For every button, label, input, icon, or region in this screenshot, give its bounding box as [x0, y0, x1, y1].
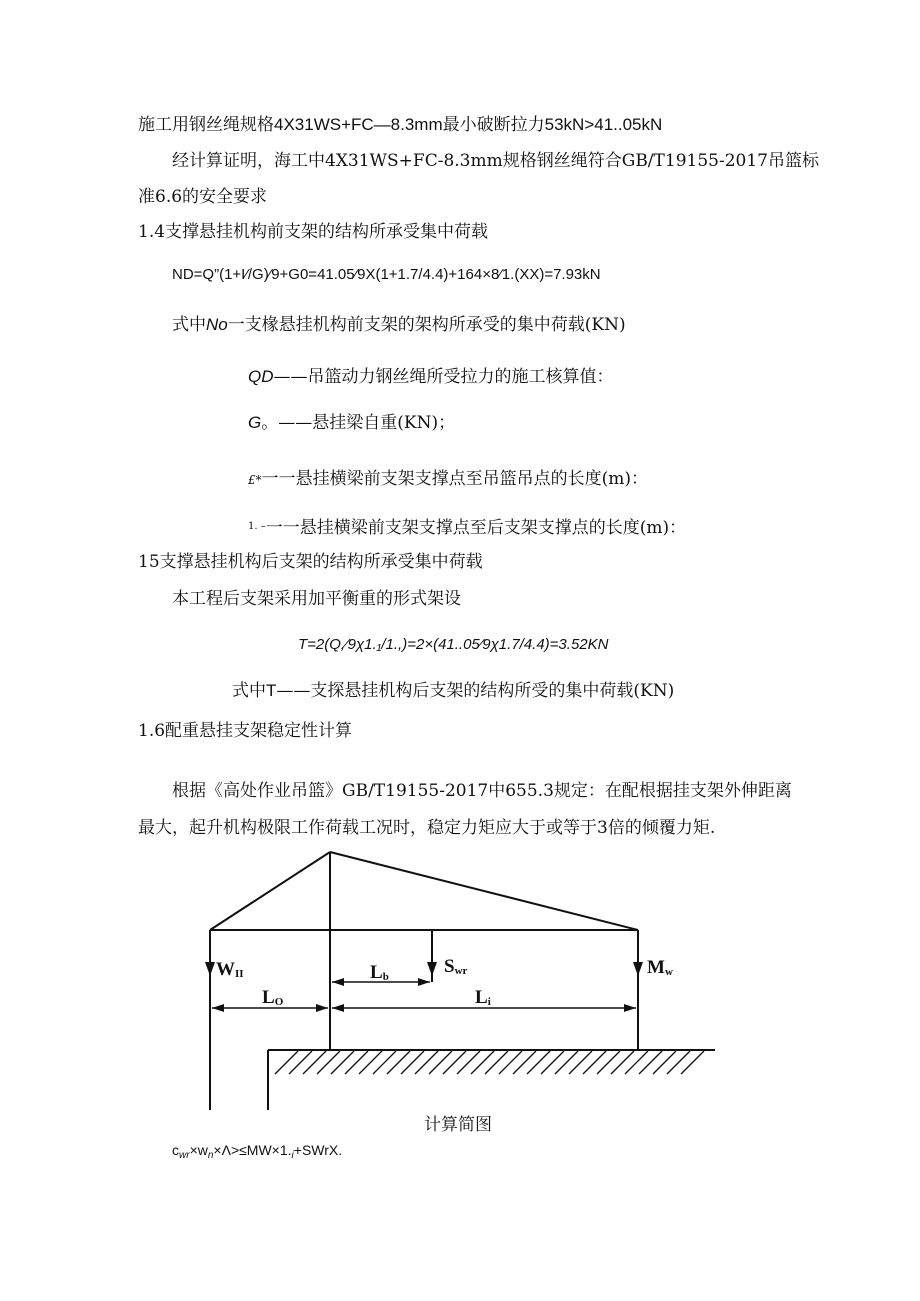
- l1-symbol: £*: [248, 473, 262, 487]
- ground-hatch: [639, 1051, 662, 1074]
- where-t-prefix: 式中T: [232, 681, 277, 700]
- li-arrowhead-right: [624, 1004, 636, 1012]
- formula-nd: ND=Q”(1+I⁄/G)⁄9+G0=41.05⁄9X(1+1.7/4.4)+164×8⁄1.(XX)=7.93kN: [172, 266, 601, 283]
- heading-1-6: 1.6配重悬挂支架稳定性计算: [138, 721, 353, 741]
- wire-rope-spec-line: 施工用钢丝绳规格4X31WS+FC—8.3mm最小破断拉力53kN>41..05kN: [138, 115, 663, 134]
- ground-hatch: [667, 1051, 690, 1074]
- l2-text: 一一悬挂横梁前支架支撑点至后支架支撑点的长度(m)：: [265, 518, 687, 538]
- ground-hatch: [317, 1051, 340, 1074]
- where-nd-text: 一支椽悬挂机构前支架的架构所承受的集中荷载(KN): [227, 315, 626, 335]
- formula-t: T=2(Q,⁄9χ1.₁/1.,)=2×(41..05⁄9χ1.7/4.4)=3.52KN: [298, 636, 609, 653]
- lo-arrowhead-right: [316, 1004, 328, 1012]
- ground-hatch: [457, 1051, 480, 1074]
- g-text: 。——悬挂梁自重(KN)；: [261, 413, 456, 433]
- proof-line-2: 准6.6的安全要求: [138, 187, 268, 207]
- ground-hatch: [555, 1051, 578, 1074]
- proof-line-1: 经计算证明，海工中4X31WS+FC-8.3mm规格钢丝绳符合GB/T19155-2017吊篮标: [172, 151, 819, 171]
- ground-hatch: [415, 1051, 438, 1074]
- heading-1-5: 15支撑悬挂机构后支架的结构所承受集中荷载: [138, 552, 483, 572]
- basis-line-1: 根据《高处作业吊篮》GB/T19155-2017中655.3规定：在配根据挂支架外伸距离: [172, 781, 792, 801]
- label-lo: LO: [262, 987, 284, 1008]
- ground-hatch: [611, 1051, 634, 1074]
- ground-hatch: [303, 1051, 326, 1074]
- ground-hatch: [653, 1051, 676, 1074]
- diagram-caption: 计算简图: [424, 1115, 492, 1135]
- li-arrowhead-left: [332, 1004, 344, 1012]
- ground-hatch: [527, 1051, 550, 1074]
- ground-hatch: [485, 1051, 508, 1074]
- ground-hatch: [345, 1051, 368, 1074]
- ground-hatch: [401, 1051, 424, 1074]
- where-nd-symbol: No: [206, 315, 228, 334]
- ground-hatch: [681, 1051, 704, 1074]
- basis-line-2: 最大，起升机构极限工作荷载工况时，稳定力矩应大于或等于3倍的倾覆力矩.: [138, 818, 716, 838]
- l1-text: 一一悬挂横梁前支架支撑点至吊篮吊点的长度(m)：: [261, 469, 649, 489]
- m-load-arrowhead: [633, 962, 643, 976]
- ground-hatch: [541, 1051, 564, 1074]
- ground-hatch: [429, 1051, 452, 1074]
- front-tie-rope: [210, 852, 330, 930]
- label-li: Li: [475, 987, 491, 1008]
- ground-hatch: [513, 1051, 536, 1074]
- ground-hatch: [387, 1051, 410, 1074]
- label-s: Swr: [444, 956, 468, 977]
- qd-symbol: QD: [248, 367, 274, 386]
- ground-hatch: [289, 1051, 312, 1074]
- ground-hatch: [443, 1051, 466, 1074]
- ground-hatch: [569, 1051, 592, 1074]
- where-nd-prefix: 式中: [172, 315, 206, 335]
- ground-hatch: [359, 1051, 382, 1074]
- ground-hatch: [499, 1051, 522, 1074]
- w-load-arrowhead: [205, 962, 215, 976]
- where-t-text: ——支探悬挂机构后支架的结构所受的集中荷载(KN): [276, 681, 675, 701]
- lb-arrowhead-right: [418, 978, 430, 986]
- label-w: WII: [216, 959, 244, 980]
- ground-hatch: [625, 1051, 648, 1074]
- ground-hatch: [471, 1051, 494, 1074]
- heading-1-4: 1.4支撑悬挂机构前支架的结构所承受集中荷载: [138, 222, 489, 242]
- g-symbol: G: [248, 413, 262, 432]
- rear-support-intro: 本工程后支架采用加平衡重的形式架设: [172, 589, 461, 609]
- ground-hatch: [597, 1051, 620, 1074]
- lb-arrowhead-left: [332, 978, 344, 986]
- final-stability-formula: $c_{wr}\times w_n\times\Lambda>\le MW\times 1._i+SWrX$.: [172, 1142, 343, 1161]
- label-m: Mw: [647, 957, 673, 978]
- s-load-arrowhead: [427, 962, 437, 976]
- rear-tie-rope: [330, 852, 638, 930]
- lo-arrowhead-left: [212, 1004, 224, 1012]
- l2-symbol: 1. –: [248, 521, 266, 532]
- ground-hatch: [275, 1051, 298, 1074]
- ground-hatch: [331, 1051, 354, 1074]
- label-lb: Lb: [370, 962, 389, 983]
- qd-text: ——吊篮动力钢丝绳所受拉力的施工核算值：: [273, 367, 614, 387]
- ground-hatch: [373, 1051, 396, 1074]
- ground-hatch: [583, 1051, 606, 1074]
